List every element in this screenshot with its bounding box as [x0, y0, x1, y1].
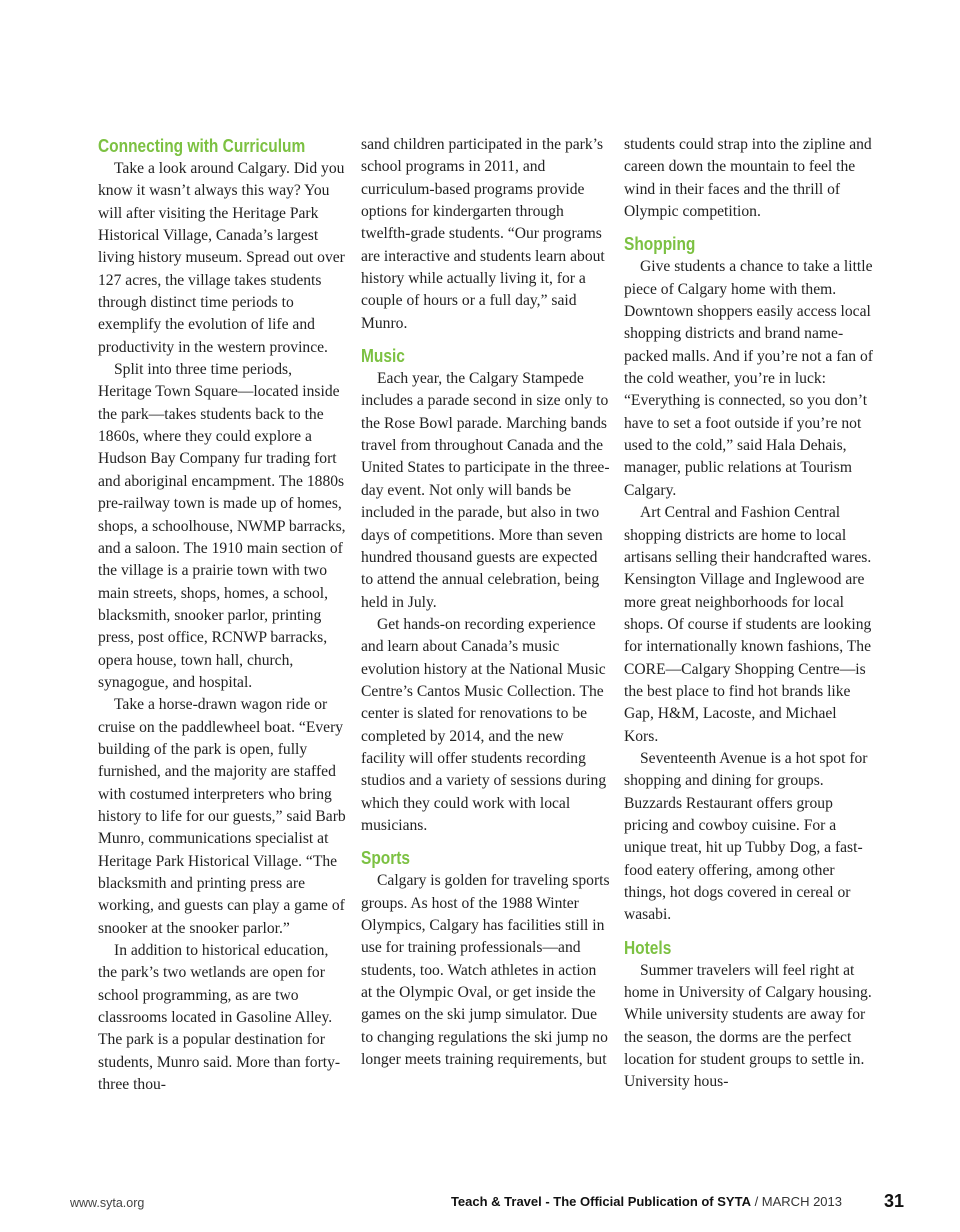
- page-number: 31: [883, 1191, 904, 1211]
- publication-title: Teach & Travel - The Official Publication of SYTA: [450, 1194, 751, 1209]
- paragraph: sand children participated in the park’s school programs in 2011, and curriculum-based programs provide options for kindergarten through twelfth-grade students. “Our programs are interactive and students learn about history while actually living it, for a couple of hours or a full day,” said Munro.: [361, 136, 605, 332]
- paragraph: Take a horse-drawn wagon ride or cruise on the paddlewheel boat. “Every building of the park is open, fully furnished, and the majority are staffed with costumed interpreters who bring history to life for our guests,” said Barb Munro, communications specialist at Heritage Park Historical Village. “The blacksmith and printing press are working, and guests can play a game of snooker at the snooker parlor.”: [98, 696, 346, 937]
- paragraph: Seventeenth Avenue is a hot spot for shopping and dining for groups. Buzzards Restaurant offers group pricing and cowboy cuisine. For a unique treat, hit up Tubby Dog, a fast-food eatery offering, among other things, hot dogs covered in cereal or wasabi.: [624, 749, 868, 924]
- paragraph: Take a look around Calgary. Did you know it wasn’t always this way? You will after visiting the Heritage Park Historical Village, Canada’s largest living history museum. Spread out over 127 acres, the village takes students through distinct time periods to exemplify the evolution of life and productivity in the western province.: [98, 160, 345, 356]
- section-heading-music: Music: [361, 346, 405, 367]
- paragraph: Split into three time periods, Heritage Town Square—located inside the park—takes students back to the 1860s, where they could explore a Hudson Bay Company fur trading fort and aboriginal encampment. The 1880s pre-railway town is made up of homes, shops, a schoolhouse, NWMP barracks, and a saloon. The 1910 main section of the village is a prairie town with two main streets, shops, homes, a school, blacksmith, snooker parlor, printing press, post office, RCNWP barracks, opera house, town hall, church, synagogue, and hospital.: [98, 361, 346, 691]
- article-column-1: [98, 134, 349, 1096]
- page-footer: [0, 1193, 960, 1213]
- section-heading-curriculum: Connecting with Curriculum: [98, 136, 306, 156]
- section-heading-shopping: Shopping: [624, 234, 696, 255]
- paragraph: Art Central and Fashion Central shopping districts are home to local artisans selling their handcrafted wares. Kensington Village and Inglewood are more great neighborhoods for local shops. Of course if students are looking for internationally known fashions, The CORE—Calgary Shopping Centre—is the best place to find hot brands like Gap, H&M, Lacoste, and Michael Kors.: [624, 504, 872, 745]
- paragraph: Summer travelers will feel right at home in University of Calgary housing. While university students are away for the season, the dorms are the perfect location for student groups to settle in. University hous-: [624, 961, 872, 1091]
- section-heading-sports: Sports: [361, 848, 411, 869]
- article-column-2: [361, 134, 611, 1071]
- footer-publication: [451, 1194, 842, 1209]
- issue-date: / MARCH 2013: [750, 1194, 842, 1209]
- paragraph: Get hands-on recording experience and learn about Canada’s music evolution history at the National Music Centre’s Cantos Music Collection. The center is slated for renovations to be completed by 2014, and the new facility will offer students recording studios and a variety of sessions during which they could work with local musicians.: [361, 615, 607, 834]
- paragraph: Calgary is golden for traveling sports groups. As host of the 1988 Winter Olympics, Calgary has facilities still in use for training professionals—and students, too. Watch athletes in action at the Olympic Oval, or get inside the games on the ski jump simulator. Due to changing regulations the ski jump no longer meets training requirements, but: [361, 872, 610, 1069]
- paragraph: In addition to historical education, the park’s two wetlands are open for school programming, as are two classrooms located in Gasoline Alley. The park is a popular destination for students, Munro said. More than forty-three thou-: [98, 942, 341, 1094]
- paragraph: Give students a chance to take a little piece of Calgary home with them. Downtown shoppers easily access local shopping districts and brand name-packed malls. And if you’re not a fan of the cold weather, you’re in luck: “Everything is connected, so you don’t have to set a foot outside if you’re not used to the cold,” said Hala Dehais, manager, public relations at Tourism Calgary.: [624, 258, 873, 499]
- paragraph: students could strap into the zipline and careen down the mountain to feel the wind in their faces and the thrill of Olympic competition.: [624, 136, 872, 221]
- article-column-3: [624, 134, 874, 1094]
- section-heading-hotels: Hotels: [624, 937, 672, 958]
- footer-website-link[interactable]: www.syta.org: [70, 1196, 145, 1210]
- paragraph: Each year, the Calgary Stampede includes a parade second in size only to the Rose Bowl parade. Marching bands travel from throughout Canada and the United States to participate in the three-day event. Not only will bands be included in the parade, but also in two days of competitions. More than seven hundred thousand guests are expected to attend the annual celebration, being held in July.: [361, 370, 610, 611]
